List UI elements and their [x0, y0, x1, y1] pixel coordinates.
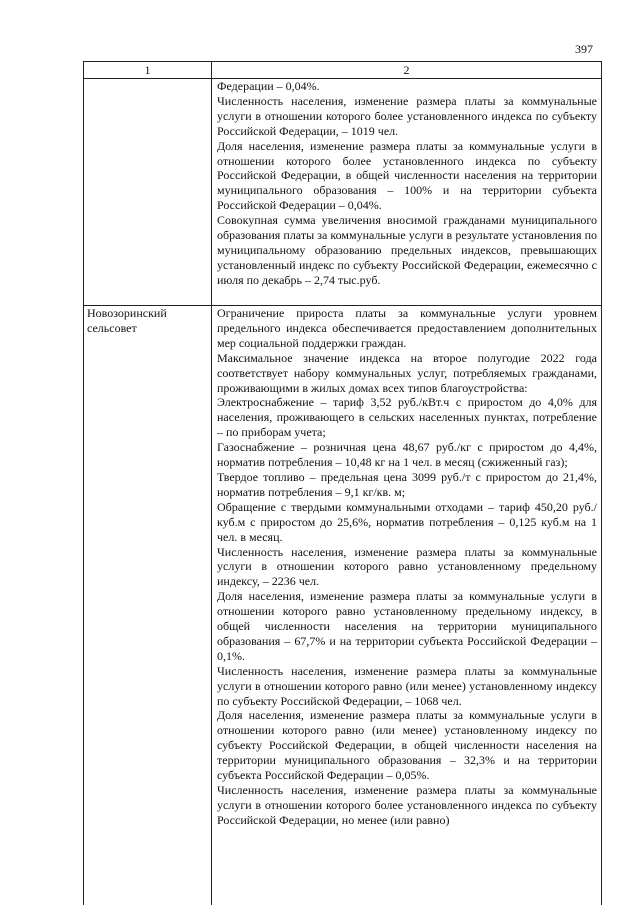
paragraph: Доля населения, изменение размера платы за коммунальные услуги в отношении которого равно (или менее) установленному индексу по субъекту Российской Федерации, в общей численности населения на территории муниципального образования – 32,3% и на территории субъекта Российской Федерации – 0,05%.: [217, 708, 597, 783]
paragraph: Численность населения, изменение размера платы за коммунальные услуги в отношении которого более установленного индекса по субъекту Российской Федерации, но менее (или равно): [217, 783, 597, 827]
paragraph: Численность населения, изменение размера платы за коммунальные услуги в отношении которого равно установленному предельному индексу, – 2236 чел.: [217, 544, 597, 589]
paragraph: Доля населения, изменение размера платы за коммунальные услуги в отношении которого более установленного индекса по субъекту Российской Федерации, в общей численности населения на территории муниципального образования – 100% и на территории субъекта Российской Федерации – 0,04%.: [217, 138, 597, 213]
paragraph: Совокупная сумма увеличения вносимой гражданами муниципального образования платы за коммунальные услуги в результате установления по муниципальному образованию предельных индексов, превышающих установленный индекс по субъекту Российской Федерации, ежемесячно с июля по декабрь – 2,74 тыс.руб.: [217, 213, 597, 287]
paragraph: Обращение с твердыми коммунальными отходами – тариф 450,20 руб./куб.м с приростом до 25,6%, норматив потребления – 0,125 куб.м на 1 чел. в месяц.: [217, 499, 597, 544]
table-header-row: [84, 62, 601, 79]
utilities-table: [83, 61, 602, 905]
column-divider: [211, 62, 212, 905]
column-2-header: 2: [403, 63, 410, 77]
paragraph: Доля населения, изменение размера платы за коммунальные услуги в отношении которого равно установленному предельному индексу, в общей численности населения на территории муниципального образования – 67,7% и на территории субъекта Российской Федерации – 0,1%.: [217, 589, 597, 663]
row-1-content: [217, 79, 597, 288]
paragraph: Численность населения, изменение размера платы за коммунальные услуги в отношении которого равно (или менее) установленному индексу по субъекту Российской Федерации, – 1068 чел.: [217, 663, 597, 708]
page-number: 397: [575, 42, 593, 56]
paragraph: Газоснабжение – розничная цена 48,67 руб./кг с приростом до 4,4%, норматив потребления – 10,48 кг на 1 чел. в месяц (сжиженный газ);: [217, 440, 597, 470]
row-2-content: [217, 306, 597, 828]
paragraph: Ограничение прироста платы за коммунальные услуги уровнем предельного индекса обеспечивается предоставлением дополнительных мер социальной поддержки граждан.: [217, 306, 597, 350]
paragraph: Твердое топливо – предельная цена 3099 руб./т с приростом до 21,4%, норматив потребления – 9,1 кг/кв. м;: [217, 469, 597, 499]
paragraph: Электроснабжение – тариф 3,52 руб./кВт.ч с приростом до 4,0% для населения, проживающего в сельских населенных пунктах, потребление – по приборам учета;: [217, 395, 597, 440]
paragraph: Максимальное значение индекса на второе полугодие 2022 года соответствует набору коммунальных услуг, потребляемых гражданами, проживающими в жилых домах всех типов благоустройства:: [217, 350, 597, 395]
paragraph: Численность населения, изменение размера платы за коммунальные услуги в отношении которого более установленного индекса по субъекту Российской Федерации, – 1019 чел.: [217, 93, 597, 138]
municipality-name: Новозоринский сельсовет: [87, 306, 167, 335]
paragraph: Федерации – 0,04%.: [217, 79, 320, 93]
column-1-header: 1: [144, 63, 151, 77]
